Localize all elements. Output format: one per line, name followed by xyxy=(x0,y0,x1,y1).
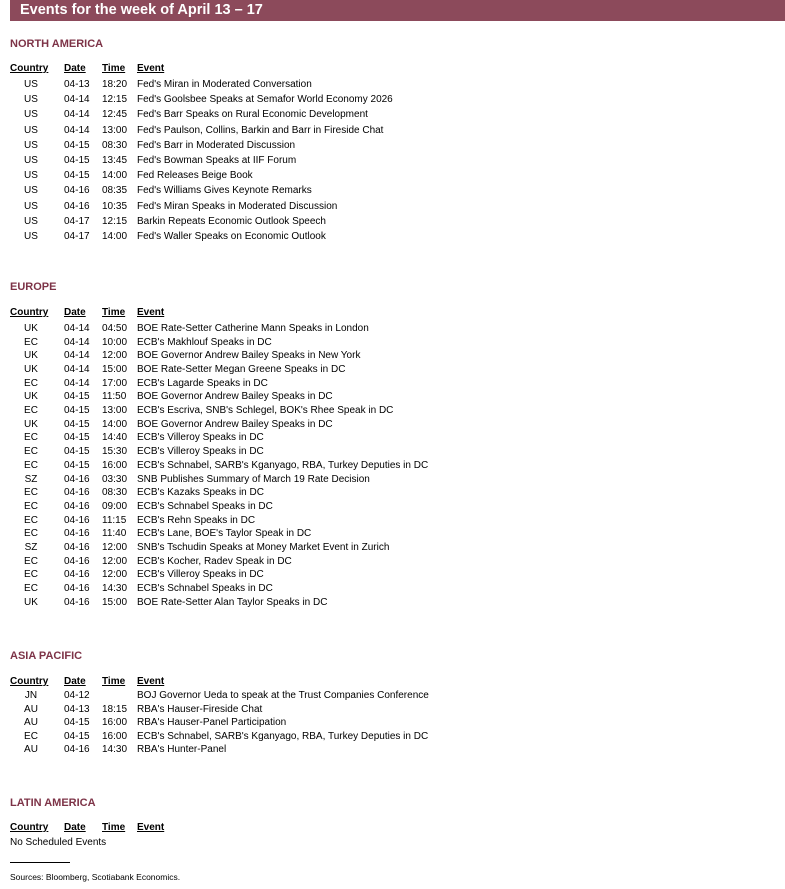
event-time: 04:50 xyxy=(102,323,128,334)
event-date: 04-14 xyxy=(64,364,90,375)
event-country: US xyxy=(24,94,38,106)
event-time: 14:00 xyxy=(102,170,128,182)
header-time: Time xyxy=(102,676,126,687)
event-country: EC xyxy=(24,336,38,348)
event-event: ECB's Villeroy Speaks in DC xyxy=(137,432,264,444)
event-date: 04-16 xyxy=(64,569,90,581)
event-date: 04-16 xyxy=(64,200,90,212)
no-events-text: No Scheduled Events xyxy=(10,837,107,848)
event-country: EC xyxy=(24,459,38,471)
event-event: BOE Governor Andrew Bailey Speaks in New York xyxy=(137,350,361,362)
event-date: 04-15 xyxy=(64,155,90,166)
header-time: Time xyxy=(102,307,126,318)
event-country: UK xyxy=(24,350,38,362)
title-banner xyxy=(10,0,785,21)
event-event: ECB's Villeroy Speaks in DC xyxy=(137,446,264,458)
event-country: EC xyxy=(24,569,38,581)
event-country: US xyxy=(24,170,38,182)
event-country: UK xyxy=(24,391,38,403)
region-title: NORTH AMERICA xyxy=(10,38,104,50)
event-event: BOJ Governor Ueda to speak at the Trust Companies Conference xyxy=(137,690,429,701)
event-country: EC xyxy=(24,582,38,594)
event-event: ECB's Schnabel, SARB's Kganyago, RBA, Turkey Deputies in DC xyxy=(137,730,429,742)
event-time: 03:30 xyxy=(102,473,128,485)
event-event: ECB's Kocher, Radev Speak in DC xyxy=(137,555,292,567)
event-event: Fed's Miran Speaks in Moderated Discussion xyxy=(137,200,338,212)
event-time: 11:40 xyxy=(102,528,127,540)
event-date: 04-16 xyxy=(64,744,90,756)
event-date: 04-15 xyxy=(64,139,90,151)
event-time: 14:30 xyxy=(102,744,128,756)
header-country: Country xyxy=(10,63,49,74)
event-event: SNB Publishes Summary of March 19 Rate Decision xyxy=(137,473,370,485)
event-time: 15:00 xyxy=(102,596,128,608)
event-event: ECB's Schnabel Speaks in DC xyxy=(137,582,273,594)
event-time: 12:15 xyxy=(102,215,128,227)
event-event: RBA's Hauser-Fireside Chat xyxy=(137,703,263,715)
event-event: ECB's Makhlouf Speaks in DC xyxy=(137,336,272,348)
event-time: 12:00 xyxy=(102,569,128,581)
event-event: Fed's Barr in Moderated Discussion xyxy=(137,139,296,151)
event-event: Fed's Waller Speaks on Economic Outlook xyxy=(137,231,326,242)
event-country: US xyxy=(24,185,38,197)
event-time: 12:45 xyxy=(102,109,128,121)
event-country: SZ xyxy=(24,473,38,485)
event-event: ECB's Escriva, SNB's Schlegel, BOK's Rhee Speak in DC xyxy=(137,405,394,417)
event-event: ECB's Villeroy Speaks in DC xyxy=(137,569,264,581)
event-date: 04-16 xyxy=(64,528,90,540)
header-event: Event xyxy=(137,63,165,74)
event-country: AU xyxy=(24,744,38,756)
footnote-rule xyxy=(10,862,70,863)
event-country: UK xyxy=(24,596,38,608)
event-date: 04-16 xyxy=(64,500,90,512)
event-event: BOE Governor Andrew Bailey Speaks in DC xyxy=(137,391,333,403)
header-time: Time xyxy=(102,63,126,74)
header-country: Country xyxy=(10,822,49,833)
event-date: 04-16 xyxy=(64,596,90,608)
header-date: Date xyxy=(64,676,86,687)
event-date: 04-15 xyxy=(64,170,90,182)
event-event: RBA's Hauser-Panel Participation xyxy=(137,717,287,729)
event-time: 14:00 xyxy=(102,231,128,242)
event-country: US xyxy=(24,124,38,136)
event-date: 04-17 xyxy=(64,231,90,242)
event-date: 04-14 xyxy=(64,336,90,348)
event-event: ECB's Lane, BOE's Taylor Speak in DC xyxy=(137,528,312,540)
event-country: US xyxy=(24,79,38,90)
header-event: Event xyxy=(137,822,165,833)
event-time: 14:00 xyxy=(102,418,128,430)
event-country: US xyxy=(24,215,38,227)
header-country: Country xyxy=(10,307,49,318)
event-date: 04-15 xyxy=(64,418,90,430)
event-time: 14:30 xyxy=(102,582,128,594)
event-country: EC xyxy=(24,487,38,499)
region-title: LATIN AMERICA xyxy=(10,797,96,809)
event-date: 04-16 xyxy=(64,487,90,499)
event-country: UK xyxy=(24,418,38,430)
event-country: US xyxy=(24,109,38,121)
event-date: 04-15 xyxy=(64,717,90,729)
event-event: BOE Rate-Setter Megan Greene Speaks in DC xyxy=(137,364,346,375)
event-time: 13:00 xyxy=(102,405,128,417)
event-event: Fed's Goolsbee Speaks at Semafor World Economy 2026 xyxy=(137,94,393,106)
event-time: 13:00 xyxy=(102,124,128,136)
event-time: 11:50 xyxy=(102,391,127,403)
event-country: EC xyxy=(24,446,38,458)
sources-note: Sources: Bloomberg, Scotiabank Economics. xyxy=(10,872,181,882)
region-title: ASIA PACIFIC xyxy=(10,650,83,662)
event-country: EC xyxy=(24,555,38,567)
event-time: 15:30 xyxy=(102,446,128,458)
header-event: Event xyxy=(137,676,165,687)
event-event: Fed's Barr Speaks on Rural Economic Development xyxy=(137,109,368,121)
event-time: 08:30 xyxy=(102,139,128,151)
event-event: ECB's Schnabel Speaks in DC xyxy=(137,500,273,512)
header-date: Date xyxy=(64,63,86,74)
event-date: 04-16 xyxy=(64,555,90,567)
region-title: EUROPE xyxy=(10,281,57,293)
event-time: 12:00 xyxy=(102,350,128,362)
header-time: Time xyxy=(102,822,126,833)
event-date: 04-14 xyxy=(64,377,90,389)
event-country: JN xyxy=(24,690,38,701)
event-time: 08:35 xyxy=(102,185,128,197)
event-time: 12:00 xyxy=(102,541,128,553)
event-time: 17:00 xyxy=(102,377,128,389)
event-date: 04-16 xyxy=(64,514,90,526)
event-date: 04-15 xyxy=(64,432,90,444)
event-date: 04-14 xyxy=(64,109,90,121)
event-event: RBA's Hunter-Panel xyxy=(137,744,227,756)
event-date: 04-13 xyxy=(64,79,90,90)
event-event: ECB's Lagarde Speaks in DC xyxy=(137,377,268,389)
event-event: Fed Releases Beige Book xyxy=(137,170,253,182)
event-time: 13:45 xyxy=(102,155,128,166)
header-date: Date xyxy=(64,307,86,318)
event-event: BOE Governor Andrew Bailey Speaks in DC xyxy=(137,418,333,430)
event-time: 16:00 xyxy=(102,459,128,471)
event-date: 04-15 xyxy=(64,446,90,458)
event-time: 10:35 xyxy=(102,200,128,212)
event-date: 04-14 xyxy=(64,94,90,106)
event-event: ECB's Kazaks Speaks in DC xyxy=(137,487,264,499)
event-country: EC xyxy=(24,730,38,742)
event-time: 10:00 xyxy=(102,336,128,348)
event-country: US xyxy=(24,231,38,242)
event-country: AU xyxy=(24,717,38,729)
header-event: Event xyxy=(137,307,165,318)
event-date: 04-17 xyxy=(64,215,90,227)
event-time: 15:00 xyxy=(102,364,128,375)
event-date: 04-15 xyxy=(64,405,90,417)
event-event: BOE Rate-Setter Alan Taylor Speaks in DC xyxy=(137,596,328,608)
header-country: Country xyxy=(10,676,49,687)
event-event: Fed's Williams Gives Keynote Remarks xyxy=(137,185,312,197)
event-date: 04-16 xyxy=(64,541,90,553)
event-country: US xyxy=(24,139,38,151)
event-event: Fed's Paulson, Collins, Barkin and Barr in Fireside Chat xyxy=(137,124,384,136)
event-event: SNB's Tschudin Speaks at Money Market Event in Zurich xyxy=(137,541,390,553)
event-time: 09:00 xyxy=(102,500,128,512)
event-date: 04-15 xyxy=(64,730,90,742)
event-country: EC xyxy=(24,514,38,526)
event-date: 04-15 xyxy=(64,459,90,471)
event-event: Fed's Bowman Speaks at IIF Forum xyxy=(137,155,297,166)
event-time: 18:20 xyxy=(102,79,128,90)
event-time: 18:15 xyxy=(102,703,128,715)
event-country: UK xyxy=(24,364,38,375)
event-event: ECB's Schnabel, SARB's Kganyago, RBA, Turkey Deputies in DC xyxy=(137,459,429,471)
event-date: 04-14 xyxy=(64,124,90,136)
event-country: SZ xyxy=(24,541,38,553)
event-date: 04-14 xyxy=(64,350,90,362)
event-date: 04-16 xyxy=(64,582,90,594)
event-event: ECB's Rehn Speaks in DC xyxy=(137,514,256,526)
event-date: 04-14 xyxy=(64,323,90,334)
event-date: 04-16 xyxy=(64,473,90,485)
header-date: Date xyxy=(64,822,86,833)
event-country: EC xyxy=(24,377,38,389)
event-country: US xyxy=(24,200,38,212)
event-time: 11:15 xyxy=(102,514,127,526)
event-country: EC xyxy=(24,528,38,540)
event-event: BOE Rate-Setter Catherine Mann Speaks in London xyxy=(137,323,369,334)
event-time: 08:30 xyxy=(102,487,128,499)
event-country: EC xyxy=(24,432,38,444)
event-event: Fed's Miran in Moderated Conversation xyxy=(137,79,312,90)
event-event: Barkin Repeats Economic Outlook Speech xyxy=(137,215,326,227)
event-time: 12:15 xyxy=(102,94,128,106)
event-time: 12:00 xyxy=(102,555,128,567)
event-date: 04-15 xyxy=(64,391,90,403)
event-time: 16:00 xyxy=(102,717,128,729)
event-country: US xyxy=(24,155,38,166)
event-date: 04-13 xyxy=(64,703,90,715)
event-country: UK xyxy=(24,323,38,334)
event-date: 04-12 xyxy=(64,690,90,701)
event-country: EC xyxy=(24,500,38,512)
event-time: 16:00 xyxy=(102,730,128,742)
event-country: EC xyxy=(24,405,38,417)
event-time: 14:40 xyxy=(102,432,128,444)
event-country: AU xyxy=(24,703,38,715)
event-date: 04-16 xyxy=(64,185,90,197)
page-title: Events for the week of April 13 – 17 xyxy=(20,2,263,18)
